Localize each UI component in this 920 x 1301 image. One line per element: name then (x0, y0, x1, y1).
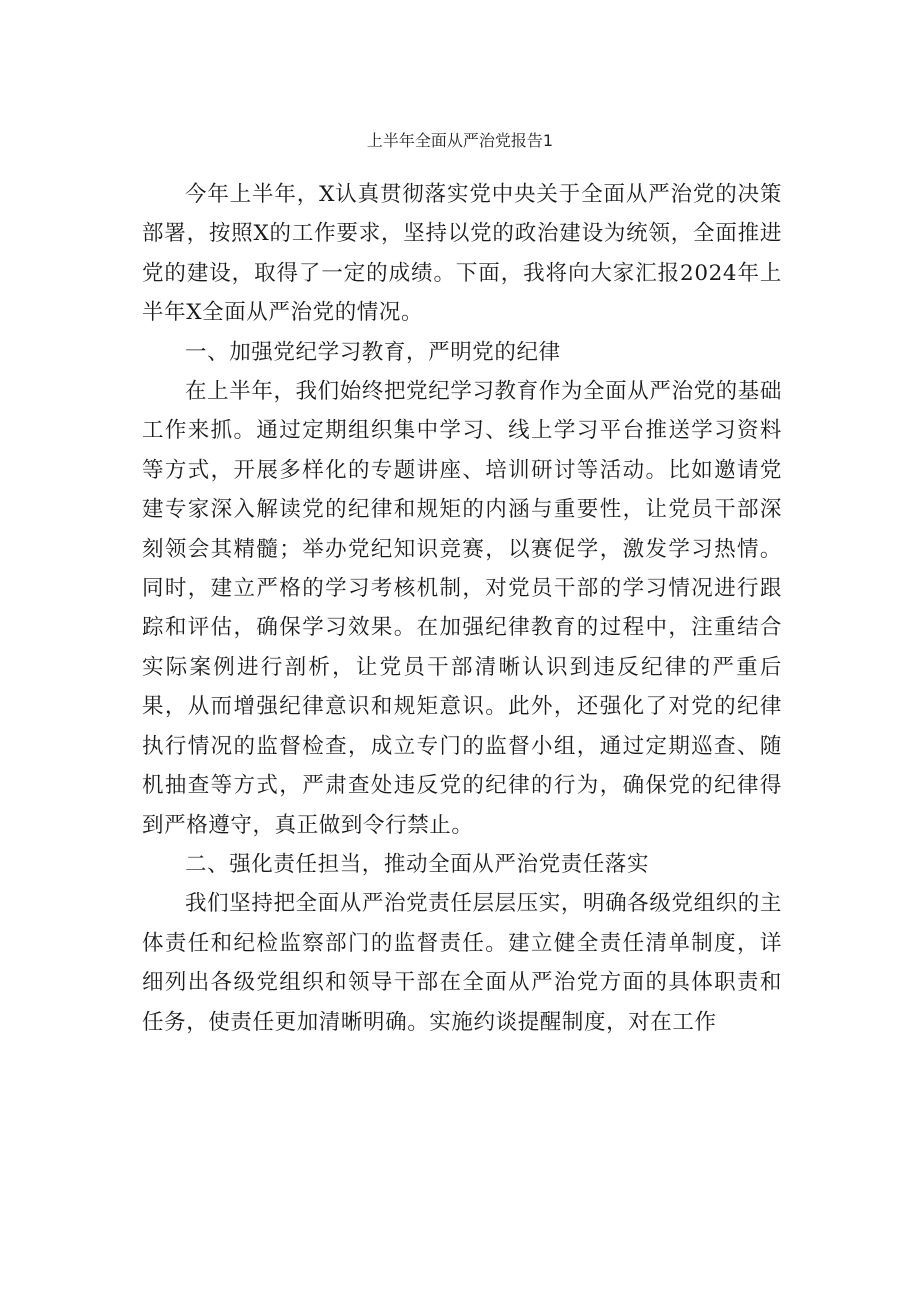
section-heading-2: 二、强化责任担当，推动全面从严治党责任落实 (185, 851, 650, 877)
section-2-paragraph: 我们坚持把全面从严治党责任层层压实，明确各级党组织的主体责任和纪检监察部门的监督责任。建立健全责任清单制度，详细列出各级党组织和领导干部在全面从严治党方面的具体职责和任务，使责任更加清晰明确。实施约谈提醒制度，对在工作 (142, 891, 782, 1035)
intro-paragraph: 今年上半年，X认真贯彻落实党中央关于全面从严治党的决策部署，按照X的工作要求，坚持以党的政治建设为统领，全面推进党的建设，取得了一定的成绩。下面，我将向大家汇报2024年上半年X全面从严治党的情况。 (142, 182, 782, 326)
section-heading-1: 一、加强党纪学习教育，严明党的纪律 (185, 339, 561, 365)
document-title: 上半年全面从严治党报告1 (366, 131, 554, 150)
document-body (142, 175, 782, 1042)
section-1-paragraph: 在上半年，我们始终把党纪学习教育作为全面从严治党的基础工作来抓。通过定期组织集中学习、线上学习平台推送学习资料等方式，开展多样化的专题讲座、培训研讨等活动。比如邀请党建专家深入解读党的纪律和规矩的内涵与重要性，让党员干部深刻领会其精髓；举办党纪知识竞赛，以赛促学，激发学习热情。同时，建立严格的学习考核机制，对党员干部的学习情况进行跟踪和评估，确保学习效果。在加强纪律教育的过程中，注重结合实际案例进行剖析，让党员干部清晰认识到违反纪律的严重后果，从而增强纪律意识和规矩意识。此外，还强化了对党的纪律执行情况的监督检查，成立专门的监督小组，通过定期巡查、随机抽查等方式，严肃查处违反党的纪律的行为，确保党的纪律得到严格遵守，真正做到令行禁止。 (142, 379, 782, 838)
